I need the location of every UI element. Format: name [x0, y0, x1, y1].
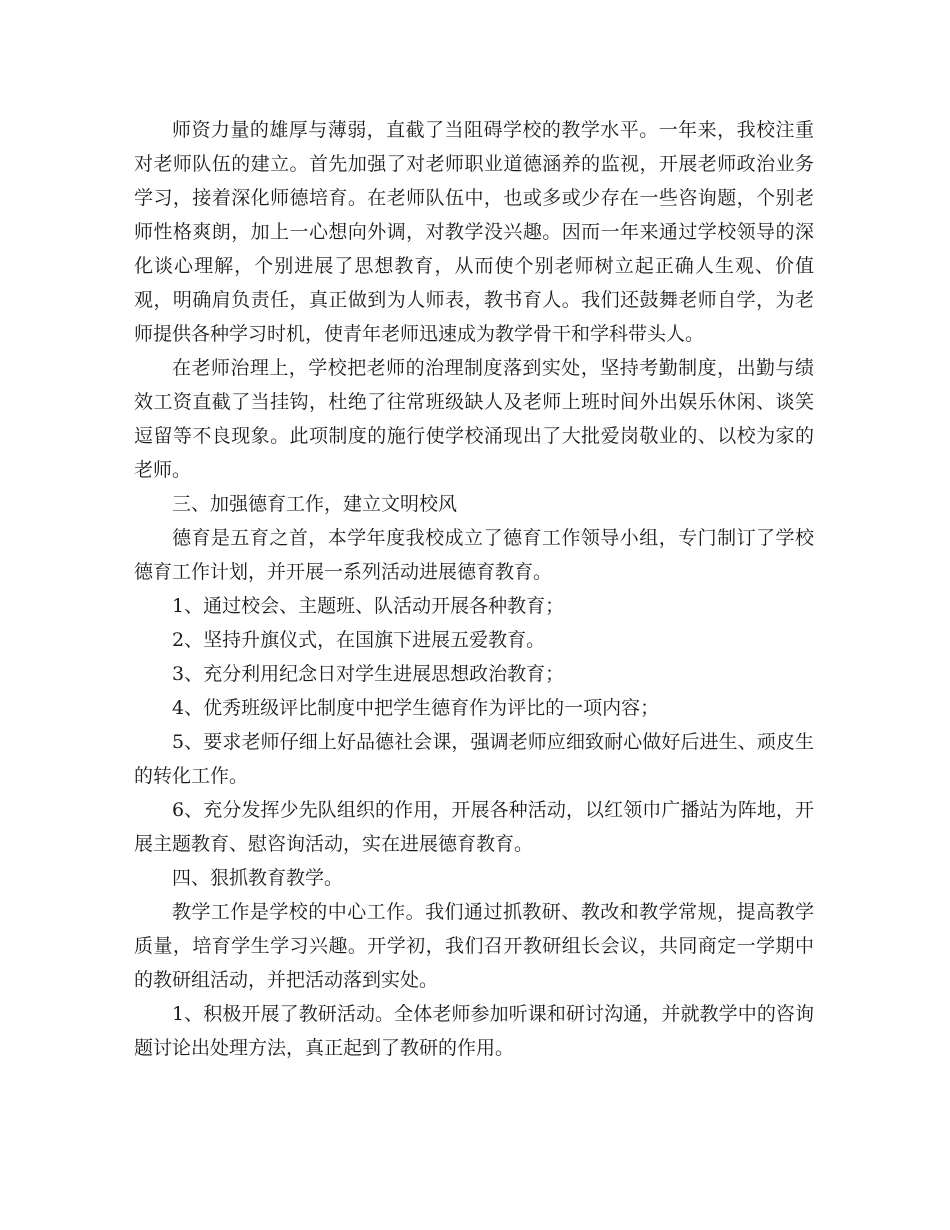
document-body — [134, 113, 814, 1065]
list-item-moral-6: 6、充分发挥少先队组织的作用，开展各种活动，以红领巾广播站为阵地，开展主题教育、慰咨询活动，实在进展德育教育。 — [134, 799, 814, 855]
list-item-moral-5: 5、要求老师仔细上好品德社会课，强调老师应细致耐心做好后进生、顽皮生的转化工作。 — [134, 731, 814, 787]
list-item-moral-2: 2、坚持升旗仪式，在国旗下进展五爱教育。 — [172, 629, 546, 651]
list-item-moral-3: 3、充分利用纪念日对学生进展思想政治教育； — [172, 663, 565, 685]
section-heading-moral-education: 三、加强德育工作，建立文明校风 — [172, 493, 458, 515]
list-item-teaching-1: 1、积极开展了教研活动。全体老师参加听课和研讨沟通，并就教学中的咨询题讨论出处理方法，真正起到了教研的作用。 — [134, 1003, 814, 1059]
paragraph-teacher-team: 师资力量的雄厚与薄弱，直截了当阻碍学校的教学水平。一年来，我校注重对老师队伍的建立。首先加强了对老师职业道德涵养的监视，开展老师政治业务学习，接着深化师德培育。在老师队伍中，也或多或少存在一些咨询题，个别老师性格爽朗，加上一心想向外调，对教学没兴趣。因而一年来通过学校领导的深化谈心理解，个别进展了思想教育，从而使个别老师树立起正确人生观、价值观，明确肩负责任，真正做到为人师表，教书育人。我们还鼓舞老师自学，为老师提供各种学习时机，使青年老师迅速成为教学骨干和学科带头人。 — [134, 119, 814, 345]
paragraph-teaching-intro: 教学工作是学校的中心工作。我们通过抓教研、教改和教学常规，提高教学质量，培育学生学习兴趣。开学初，我们召开教研组长会议，共同商定一学期中的教研组活动，并把活动落到实处。 — [134, 901, 814, 991]
list-item-moral-4: 4、优秀班级评比制度中把学生德育作为评比的一项内容； — [172, 697, 660, 719]
section-heading-teaching: 四、狠抓教育教学。 — [172, 867, 344, 889]
list-item-moral-1: 1、通过校会、主题班、队活动开展各种教育； — [172, 595, 565, 617]
paragraph-moral-education-intro: 德育是五育之首，本学年度我校成立了德育工作领导小组，专门制订了学校德育工作计划，并开展一系列活动进展德育教育。 — [134, 527, 814, 583]
paragraph-teacher-management: 在老师治理上，学校把老师的治理制度落到实处，坚持考勤制度，出勤与绩效工资直截了当挂钩，杜绝了往常班级缺人及老师上班时间外出娱乐休闲、谈笑逗留等不良现象。此项制度的施行使学校涌现出了大批爱岗敬业的、以校为家的老师。 — [134, 357, 814, 481]
